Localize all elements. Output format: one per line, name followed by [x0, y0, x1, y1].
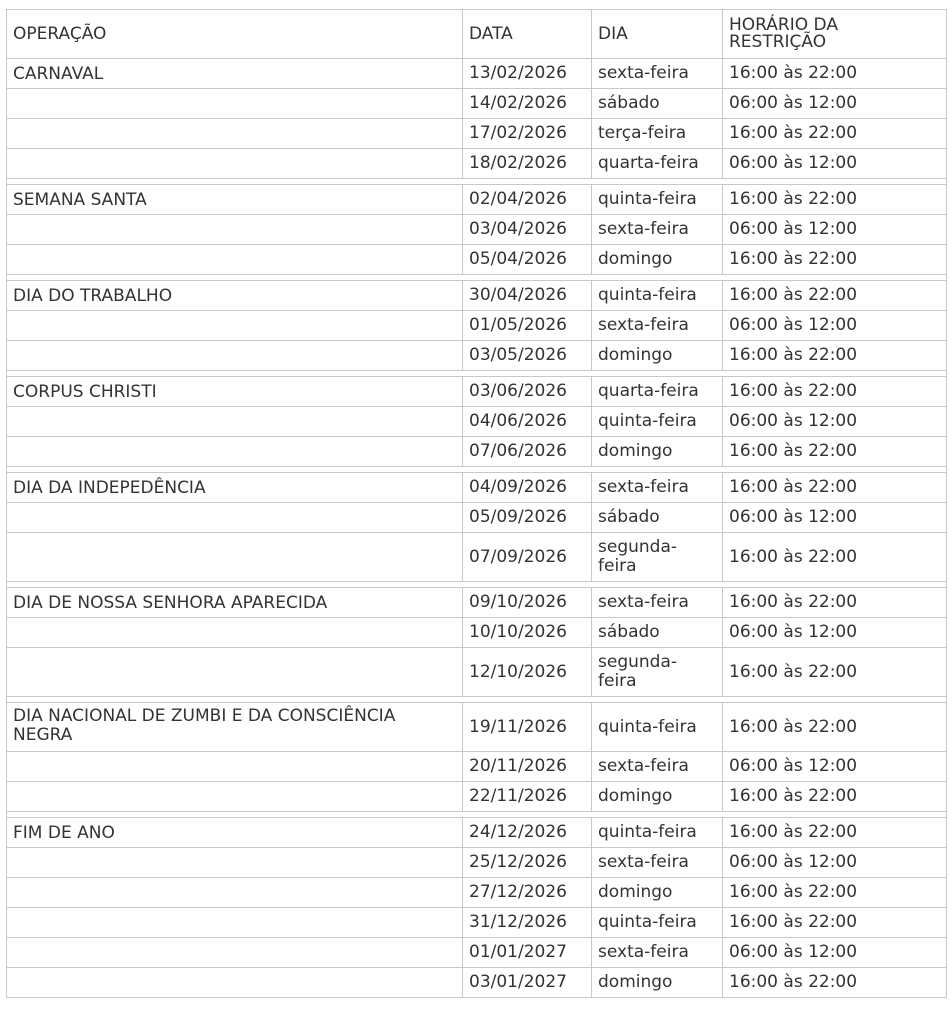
- table-row: [7, 377, 947, 407]
- time-cell: 16:00 às 22:00: [723, 908, 947, 938]
- time-cell: 06:00 às 12:00: [723, 618, 947, 648]
- date-cell: 07/09/2026: [463, 533, 592, 582]
- time-cell: 16:00 às 22:00: [723, 818, 947, 848]
- table-body: [7, 59, 947, 998]
- operation-cell: [7, 407, 463, 437]
- day-cell: quinta-feira: [592, 281, 723, 311]
- table-row: [7, 149, 947, 179]
- operation-cell: SEMANA SANTA: [7, 185, 463, 215]
- day-cell: quinta-feira: [592, 185, 723, 215]
- day-cell: domingo: [592, 878, 723, 908]
- date-cell: 02/04/2026: [463, 185, 592, 215]
- table-row: [7, 588, 947, 618]
- day-cell: domingo: [592, 968, 723, 998]
- day-cell: quinta-feira: [592, 908, 723, 938]
- date-cell: 12/10/2026: [463, 648, 592, 697]
- operation-cell: [7, 648, 463, 697]
- table-row: [7, 245, 947, 275]
- table-row: [7, 648, 947, 697]
- date-cell: 18/02/2026: [463, 149, 592, 179]
- time-cell: 06:00 às 12:00: [723, 503, 947, 533]
- operation-cell: DIA DA INDEPEDÊNCIA: [7, 473, 463, 503]
- operation-cell: [7, 149, 463, 179]
- operation-cell: [7, 782, 463, 812]
- date-cell: 22/11/2026: [463, 782, 592, 812]
- operation-cell: CORPUS CHRISTI: [7, 377, 463, 407]
- table-row: [7, 752, 947, 782]
- operation-cell: DIA NACIONAL DE ZUMBI E DA CONSCIÊNCIA NEGRA: [7, 703, 463, 752]
- time-cell: 16:00 às 22:00: [723, 473, 947, 503]
- date-cell: 03/04/2026: [463, 215, 592, 245]
- header-restriction-time: HORÁRIO DA RESTRIÇÃO: [723, 10, 947, 59]
- day-cell: sexta-feira: [592, 473, 723, 503]
- time-cell: 16:00 às 22:00: [723, 437, 947, 467]
- table-row: [7, 185, 947, 215]
- table-row: [7, 968, 947, 998]
- day-cell: sexta-feira: [592, 588, 723, 618]
- table-row: [7, 215, 947, 245]
- table-row: [7, 818, 947, 848]
- table-row: [7, 341, 947, 371]
- time-cell: 06:00 às 12:00: [723, 215, 947, 245]
- date-cell: 24/12/2026: [463, 818, 592, 848]
- day-cell: sexta-feira: [592, 59, 723, 89]
- date-cell: 30/04/2026: [463, 281, 592, 311]
- operation-cell: DIA DO TRABALHO: [7, 281, 463, 311]
- operation-cell: [7, 908, 463, 938]
- day-cell: sexta-feira: [592, 848, 723, 878]
- time-cell: 16:00 às 22:00: [723, 782, 947, 812]
- day-cell: quarta-feira: [592, 149, 723, 179]
- time-cell: 16:00 às 22:00: [723, 703, 947, 752]
- day-cell: sábado: [592, 618, 723, 648]
- time-cell: 06:00 às 12:00: [723, 938, 947, 968]
- day-cell: quinta-feira: [592, 818, 723, 848]
- table-row: [7, 473, 947, 503]
- day-cell: sexta-feira: [592, 311, 723, 341]
- time-cell: 06:00 às 12:00: [723, 149, 947, 179]
- time-cell: 16:00 às 22:00: [723, 648, 947, 697]
- time-cell: 16:00 às 22:00: [723, 281, 947, 311]
- day-cell: sexta-feira: [592, 938, 723, 968]
- time-cell: 16:00 às 22:00: [723, 878, 947, 908]
- date-cell: 17/02/2026: [463, 119, 592, 149]
- date-cell: 05/09/2026: [463, 503, 592, 533]
- header-day: DIA: [592, 10, 723, 59]
- operation-cell: [7, 618, 463, 648]
- day-cell: sábado: [592, 89, 723, 119]
- day-cell: quarta-feira: [592, 377, 723, 407]
- time-cell: 16:00 às 22:00: [723, 968, 947, 998]
- date-cell: 04/06/2026: [463, 407, 592, 437]
- operation-cell: [7, 311, 463, 341]
- operation-cell: [7, 437, 463, 467]
- table-row: [7, 503, 947, 533]
- table-row: [7, 407, 947, 437]
- time-cell: 06:00 às 12:00: [723, 848, 947, 878]
- table-row: [7, 618, 947, 648]
- operation-cell: [7, 968, 463, 998]
- table-row: [7, 782, 947, 812]
- operation-cell: [7, 533, 463, 582]
- day-cell: segunda- feira: [592, 648, 723, 697]
- table-row: [7, 119, 947, 149]
- time-cell: 06:00 às 12:00: [723, 89, 947, 119]
- operation-cell: DIA DE NOSSA SENHORA APARECIDA: [7, 588, 463, 618]
- operation-cell: [7, 848, 463, 878]
- time-cell: 06:00 às 12:00: [723, 407, 947, 437]
- time-cell: 06:00 às 12:00: [723, 752, 947, 782]
- date-cell: 25/12/2026: [463, 848, 592, 878]
- operation-cell: [7, 503, 463, 533]
- time-cell: 16:00 às 22:00: [723, 588, 947, 618]
- restriction-schedule-table: [6, 9, 947, 998]
- operation-cell: [7, 215, 463, 245]
- date-cell: 03/05/2026: [463, 341, 592, 371]
- operation-cell: [7, 878, 463, 908]
- day-cell: terça-feira: [592, 119, 723, 149]
- table-row: [7, 848, 947, 878]
- time-cell: 06:00 às 12:00: [723, 311, 947, 341]
- operation-cell: [7, 341, 463, 371]
- date-cell: 01/05/2026: [463, 311, 592, 341]
- day-cell: domingo: [592, 341, 723, 371]
- date-cell: 14/02/2026: [463, 89, 592, 119]
- time-cell: 16:00 às 22:00: [723, 533, 947, 582]
- table-row: [7, 311, 947, 341]
- day-cell: domingo: [592, 437, 723, 467]
- date-cell: 01/01/2027: [463, 938, 592, 968]
- header-date: DATA: [463, 10, 592, 59]
- table-row: [7, 938, 947, 968]
- date-cell: 19/11/2026: [463, 703, 592, 752]
- day-cell: domingo: [592, 782, 723, 812]
- day-cell: sábado: [592, 503, 723, 533]
- operation-cell: CARNAVAL: [7, 59, 463, 89]
- time-cell: 16:00 às 22:00: [723, 377, 947, 407]
- day-cell: segunda- feira: [592, 533, 723, 582]
- table-row: [7, 908, 947, 938]
- time-cell: 16:00 às 22:00: [723, 245, 947, 275]
- day-cell: quinta-feira: [592, 407, 723, 437]
- date-cell: 03/06/2026: [463, 377, 592, 407]
- day-cell: quinta-feira: [592, 703, 723, 752]
- date-cell: 10/10/2026: [463, 618, 592, 648]
- operation-cell: [7, 938, 463, 968]
- operation-cell: [7, 89, 463, 119]
- time-cell: 16:00 às 22:00: [723, 119, 947, 149]
- date-cell: 07/06/2026: [463, 437, 592, 467]
- time-cell: 16:00 às 22:00: [723, 185, 947, 215]
- table-row: [7, 59, 947, 89]
- date-cell: 09/10/2026: [463, 588, 592, 618]
- date-cell: 05/04/2026: [463, 245, 592, 275]
- table-row: [7, 878, 947, 908]
- date-cell: 27/12/2026: [463, 878, 592, 908]
- table-row: [7, 89, 947, 119]
- table-row: [7, 703, 947, 752]
- table-row: [7, 437, 947, 467]
- day-cell: sexta-feira: [592, 752, 723, 782]
- date-cell: 04/09/2026: [463, 473, 592, 503]
- operation-cell: [7, 245, 463, 275]
- time-cell: 16:00 às 22:00: [723, 59, 947, 89]
- day-cell: domingo: [592, 245, 723, 275]
- table-row: [7, 533, 947, 582]
- header-operation: OPERAÇÃO: [7, 10, 463, 59]
- date-cell: 20/11/2026: [463, 752, 592, 782]
- time-cell: 16:00 às 22:00: [723, 341, 947, 371]
- date-cell: 03/01/2027: [463, 968, 592, 998]
- operation-cell: [7, 752, 463, 782]
- date-cell: 13/02/2026: [463, 59, 592, 89]
- operation-cell: [7, 119, 463, 149]
- header-row: [7, 10, 947, 59]
- operation-cell: FIM DE ANO: [7, 818, 463, 848]
- day-cell: sexta-feira: [592, 215, 723, 245]
- date-cell: 31/12/2026: [463, 908, 592, 938]
- table-row: [7, 281, 947, 311]
